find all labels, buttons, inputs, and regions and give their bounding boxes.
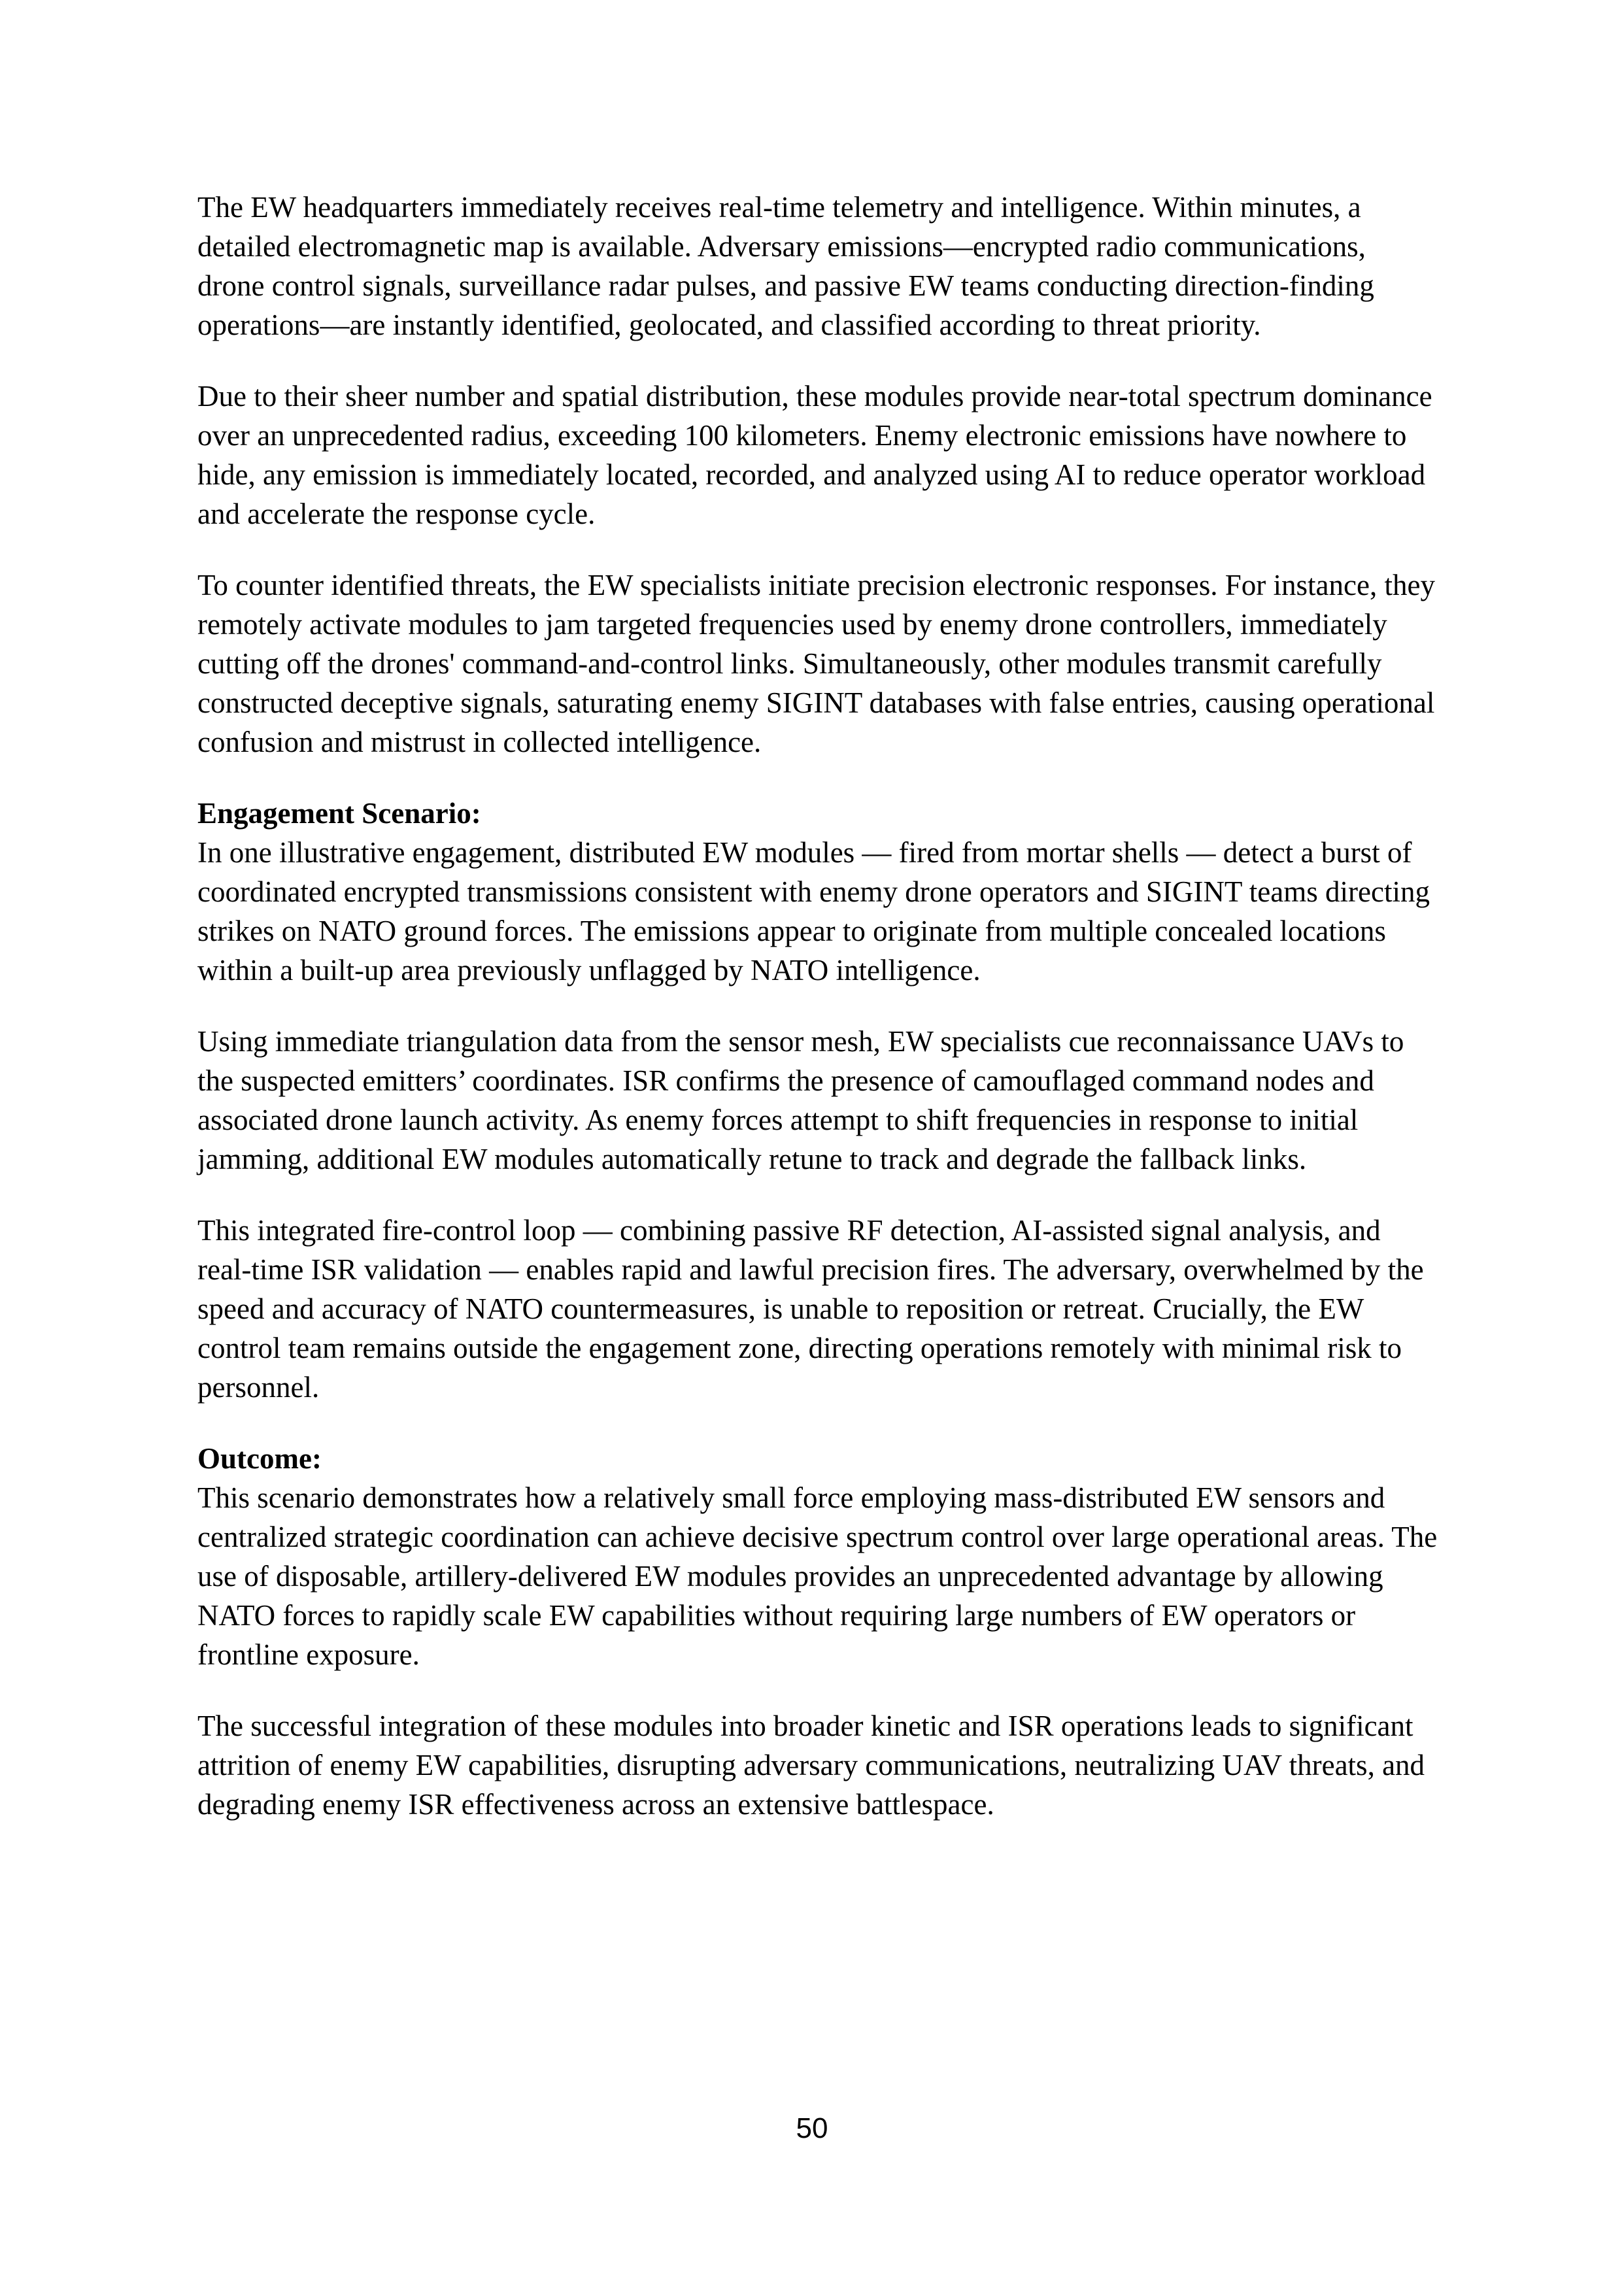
paragraph-spectrum-dominance: Due to their sheer number and spatial distribution, these modules provide near-total spectrum dominance over an unprecedented radius, exceeding 100 kilometers. Enemy electronic emissions have nowhere to hide, any emission is immediately located, recorded, and analyzed using AI to reduce operator workload and accelerate the response cycle.: [197, 380, 1432, 530]
paragraph-outcome-summary: This scenario demonstrates how a relatively small force employing mass-distributed EW sensors and centralized strategic coordination can achieve decisive spectrum control over large operational areas. The use of disposable, artillery-delivered EW modules provides an unprecedented advantage by allowing NATO forces to rapidly scale EW capabilities without requiring large numbers of EW operators or frontline exposure.: [197, 1481, 1438, 1671]
page-number: 50: [796, 2112, 828, 2144]
paragraph-ew-headquarters: The EW headquarters immediately receives real-time telemetry and intelligence. Within minutes, a detailed electromagnetic map is available. Adversary emissions—encrypted radio communications, drone control signals, surveillance radar pulses, and passive EW teams conducting direction-finding operations—are instantly identified, geolocated, and classified according to threat priority.: [197, 191, 1374, 341]
section-heading-outcome: Outcome:: [197, 1442, 322, 1475]
section-engagement-scenario: [197, 794, 1440, 1407]
document-body: [197, 188, 1440, 1856]
paragraph-outcome-integration: The successful integration of these modules into broader kinetic and ISR operations leads to significant attrition of enemy EW capabilities, disrupting adversary communications, neutralizing UAV threats, and degrading enemy ISR effectiveness across an extensive battlespace.: [197, 1710, 1425, 1821]
section-outcome: [197, 1439, 1440, 1824]
paragraph-counter-threats: To counter identified threats, the EW specialists initiate precision electronic responses. For instance, they remotely activate modules to jam targeted frequencies used by enemy drone controllers, immediately cutting off the drones' command-and-control links. Simultaneously, other modules transmit carefully constructed deceptive signals, saturating enemy SIGINT databases with false entries, causing operational confusion and mistrust in collected intelligence.: [197, 569, 1435, 758]
paragraph-engagement-triangulation: Using immediate triangulation data from the sensor mesh, EW specialists cue reconnaissance UAVs to the suspected emitters’ coordinates. ISR confirms the presence of camouflaged command nodes and associated drone launch activity. As enemy forces attempt to shift frequencies in response to initial jamming, additional EW modules automatically retune to track and degrade the fallback links.: [197, 1025, 1404, 1175]
paragraph-engagement-detection: In one illustrative engagement, distributed EW modules — fired from mortar shells — detect a burst of coordinated encrypted transmissions consistent with enemy drone operators and SIGINT teams directing strikes on NATO ground forces. The emissions appear to originate from multiple concealed locations within a built-up area previously unflagged by NATO intelligence.: [197, 836, 1430, 987]
paragraph-engagement-fire-control: This integrated fire-control loop — combining passive RF detection, AI-assisted signal analysis, and real-time ISR validation — enables rapid and lawful precision fires. The adversary, overwhelmed by the speed and accuracy of NATO countermeasures, is unable to reposition or retreat. Crucially, the EW control team remains outside the engagement zone, directing operations remotely with minimal risk to personnel.: [197, 1214, 1424, 1404]
section-heading-engagement: Engagement Scenario:: [197, 797, 481, 830]
